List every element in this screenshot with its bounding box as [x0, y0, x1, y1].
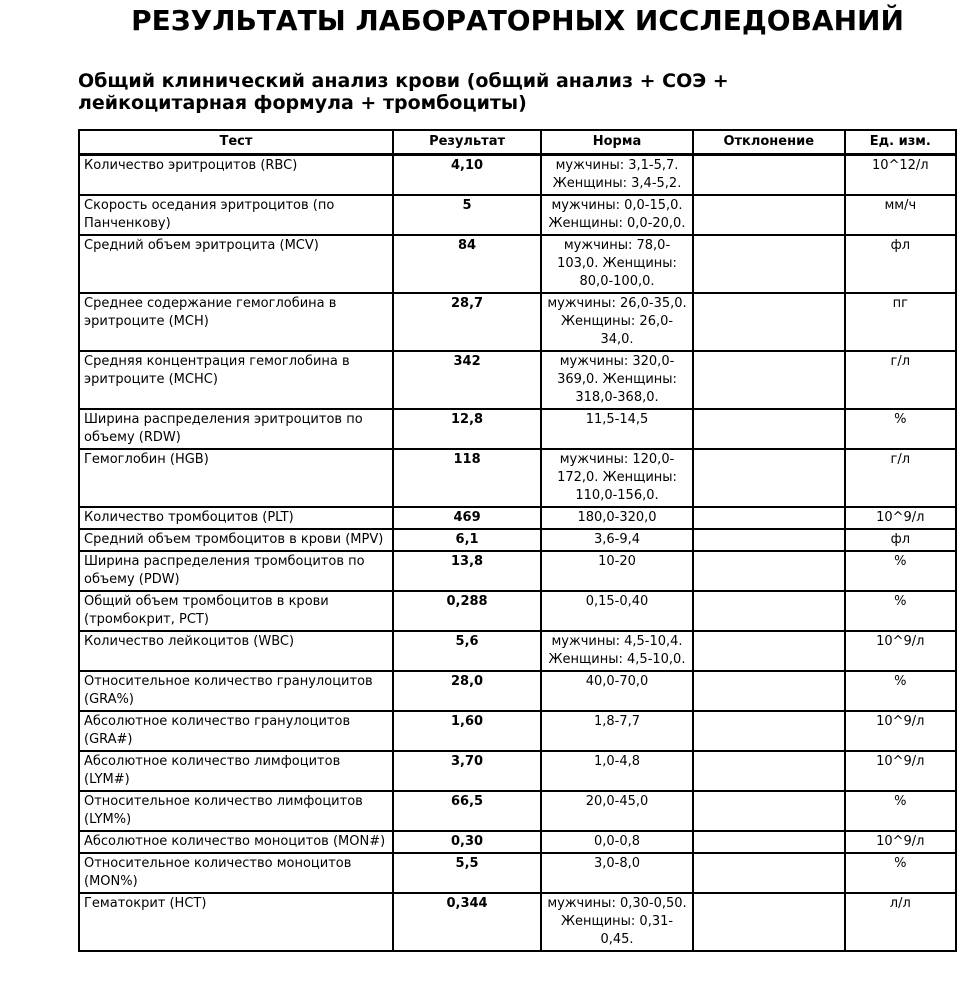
cell-unit: фл — [845, 529, 956, 551]
table-row — [79, 853, 956, 893]
cell-norm: 0,0-0,8 — [541, 831, 693, 853]
column-header-result: Результат — [393, 130, 541, 155]
cell-result: 118 — [393, 449, 541, 507]
cell-norm: мужчины: 4,5-10,4. Женщины: 4,5-10,0. — [541, 631, 693, 671]
cell-deviation — [693, 791, 845, 831]
cell-deviation — [693, 853, 845, 893]
table-row — [79, 791, 956, 831]
cell-result: 84 — [393, 235, 541, 293]
cell-unit: фл — [845, 235, 956, 293]
cell-deviation — [693, 631, 845, 671]
cell-result: 0,288 — [393, 591, 541, 631]
section-subtitle-line-2: лейкоцитарная формула + тромбоциты) — [78, 92, 527, 114]
table-row — [79, 409, 956, 449]
cell-norm: 20,0-45,0 — [541, 791, 693, 831]
cell-deviation — [693, 235, 845, 293]
cell-unit: % — [845, 671, 956, 711]
column-header-test: Тест — [79, 130, 393, 155]
cell-result: 6,1 — [393, 529, 541, 551]
cell-result: 13,8 — [393, 551, 541, 591]
table-row — [79, 529, 956, 551]
table-row — [79, 591, 956, 631]
cell-norm: мужчины: 0,0-15,0. Женщины: 0,0-20,0. — [541, 195, 693, 235]
cell-unit: % — [845, 551, 956, 591]
cell-deviation — [693, 831, 845, 853]
cell-unit: 10^9/л — [845, 507, 956, 529]
cell-result: 5 — [393, 195, 541, 235]
table-row — [79, 751, 956, 791]
table-row — [79, 831, 956, 853]
cell-norm: 1,0-4,8 — [541, 751, 693, 791]
column-header-deviation: Отклонение — [693, 130, 845, 155]
cell-test-name: Средний объем эритроцита (MCV) — [79, 235, 393, 293]
cell-unit: мм/ч — [845, 195, 956, 235]
page-title: РЕЗУЛЬТАТЫ ЛАБОРАТОРНЫХ ИССЛЕДОВАНИЙ — [131, 4, 904, 37]
cell-unit: 10^9/л — [845, 711, 956, 751]
cell-deviation — [693, 195, 845, 235]
cell-norm: 40,0-70,0 — [541, 671, 693, 711]
cell-unit: % — [845, 409, 956, 449]
cell-test-name: Количество эритроцитов (RBC) — [79, 155, 393, 196]
cell-deviation — [693, 751, 845, 791]
cell-norm: 0,15-0,40 — [541, 591, 693, 631]
cell-unit: г/л — [845, 351, 956, 409]
cell-deviation — [693, 409, 845, 449]
cell-unit: 10^9/л — [845, 831, 956, 853]
table-row — [79, 235, 956, 293]
cell-result: 28,0 — [393, 671, 541, 711]
cell-norm: 1,8-7,7 — [541, 711, 693, 751]
cell-deviation — [693, 449, 845, 507]
table-row — [79, 631, 956, 671]
cell-norm: мужчины: 78,0-103,0. Женщины: 80,0-100,0. — [541, 235, 693, 293]
table-row — [79, 195, 956, 235]
table-row — [79, 507, 956, 529]
cell-deviation — [693, 155, 845, 196]
cell-test-name: Ширина распределения эритроцитов по объему (RDW) — [79, 409, 393, 449]
column-header-unit: Ед. изм. — [845, 130, 956, 155]
table-row — [79, 293, 956, 351]
table-row — [79, 155, 956, 196]
cell-norm: мужчины: 26,0-35,0. Женщины: 26,0-34,0. — [541, 293, 693, 351]
cell-norm: 3,0-8,0 — [541, 853, 693, 893]
cell-deviation — [693, 507, 845, 529]
cell-test-name: Абсолютное количество моноцитов (MON#) — [79, 831, 393, 853]
cell-result: 1,60 — [393, 711, 541, 751]
table-row — [79, 551, 956, 591]
cell-deviation — [693, 551, 845, 591]
cell-norm: 180,0-320,0 — [541, 507, 693, 529]
table-row — [79, 449, 956, 507]
table-row — [79, 351, 956, 409]
cell-result: 5,5 — [393, 853, 541, 893]
cell-test-name: Гематокрит (HCT) — [79, 893, 393, 951]
cell-norm: мужчины: 0,30-0,50. Женщины: 0,31-0,45. — [541, 893, 693, 951]
cell-result: 5,6 — [393, 631, 541, 671]
cell-test-name: Средняя концентрация гемоглобина в эритроците (MCHC) — [79, 351, 393, 409]
table-row — [79, 671, 956, 711]
cell-result: 66,5 — [393, 791, 541, 831]
cell-test-name: Ширина распределения тромбоцитов по объему (PDW) — [79, 551, 393, 591]
cell-deviation — [693, 529, 845, 551]
cell-test-name: Общий объем тромбоцитов в крови (тромбокрит, PCT) — [79, 591, 393, 631]
cell-result: 4,10 — [393, 155, 541, 196]
table-row — [79, 893, 956, 951]
table-header-row — [79, 130, 956, 155]
cell-unit: % — [845, 853, 956, 893]
column-header-norm: Норма — [541, 130, 693, 155]
cell-deviation — [693, 711, 845, 751]
cell-result: 12,8 — [393, 409, 541, 449]
cell-result: 469 — [393, 507, 541, 529]
cell-test-name: Абсолютное количество гранулоцитов (GRA#) — [79, 711, 393, 751]
cell-result: 28,7 — [393, 293, 541, 351]
cell-test-name: Средний объем тромбоцитов в крови (MPV) — [79, 529, 393, 551]
cell-result: 342 — [393, 351, 541, 409]
cell-deviation — [693, 893, 845, 951]
cell-result: 0,30 — [393, 831, 541, 853]
cell-unit: г/л — [845, 449, 956, 507]
cell-test-name: Относительное количество лимфоцитов (LYM%) — [79, 791, 393, 831]
cell-result: 3,70 — [393, 751, 541, 791]
cell-unit: % — [845, 791, 956, 831]
cell-test-name: Гемоглобин (HGB) — [79, 449, 393, 507]
cell-test-name: Количество лейкоцитов (WBC) — [79, 631, 393, 671]
cell-test-name: Абсолютное количество лимфоцитов (LYM#) — [79, 751, 393, 791]
cell-deviation — [693, 351, 845, 409]
cell-unit: % — [845, 591, 956, 631]
cell-norm: мужчины: 320,0-369,0. Женщины: 318,0-368,0. — [541, 351, 693, 409]
cell-test-name: Количество тромбоцитов (PLT) — [79, 507, 393, 529]
cell-norm: мужчины: 3,1-5,7. Женщины: 3,4-5,2. — [541, 155, 693, 196]
cell-norm: 3,6-9,4 — [541, 529, 693, 551]
table-row — [79, 711, 956, 751]
cell-result: 0,344 — [393, 893, 541, 951]
cell-deviation — [693, 591, 845, 631]
section-subtitle-line-1: Общий клинический анализ крови (общий анализ + СОЭ + — [78, 70, 729, 92]
cell-test-name: Относительное количество моноцитов (MON%) — [79, 853, 393, 893]
lab-results-table — [78, 129, 957, 952]
cell-unit: л/л — [845, 893, 956, 951]
cell-test-name: Относительное количество гранулоцитов (GRA%) — [79, 671, 393, 711]
cell-unit: 10^12/л — [845, 155, 956, 196]
cell-deviation — [693, 671, 845, 711]
lab-table-body — [79, 155, 956, 952]
cell-unit: 10^9/л — [845, 751, 956, 791]
section-subtitle — [78, 70, 957, 114]
cell-deviation — [693, 293, 845, 351]
cell-norm: 10-20 — [541, 551, 693, 591]
cell-test-name: Среднее содержание гемоглобина в эритроците (MCH) — [79, 293, 393, 351]
cell-unit: 10^9/л — [845, 631, 956, 671]
cell-test-name: Скорость оседания эритроцитов (по Панченкову) — [79, 195, 393, 235]
cell-norm: мужчины: 120,0-172,0. Женщины: 110,0-156,0. — [541, 449, 693, 507]
cell-norm: 11,5-14,5 — [541, 409, 693, 449]
cell-unit: пг — [845, 293, 956, 351]
